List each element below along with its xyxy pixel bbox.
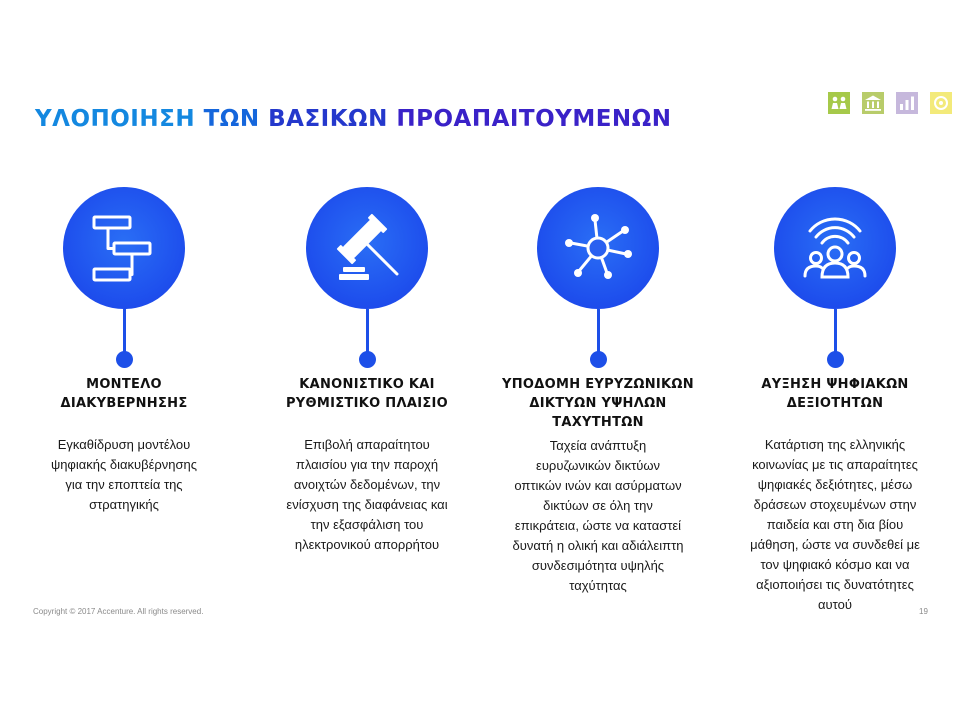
gear-icon xyxy=(930,92,952,114)
title-word: ΒΑΣΙΚΩΝ xyxy=(268,106,388,132)
pillar-description: Εγκαθίδρυση μοντέλου ψηφιακής διακυβέρνησης για την εποπτεία της στρατηγικής xyxy=(50,437,198,512)
title-word: ΤΩΝ xyxy=(203,106,260,132)
pillar-governance-model xyxy=(4,187,244,607)
pillar-heading: ΑΥΞΗΣΗ ΨΗΦΙΑΚΩΝ ΔΕΞΙΟΤΗΤΩΝ xyxy=(761,377,909,411)
pillar-description: Επιβολή απαραίτητου πλαισίου για την παροχή ανοιχτών δεδομένων, την ενίσχυση της διαφάνειας και την εξασφάλιση του ηλεκτρονικού απορρήτου xyxy=(286,437,448,552)
connector-dot xyxy=(590,351,607,368)
pillar-regulatory-framework xyxy=(247,187,487,607)
title-word: ΥΛΟΠΟΙΗΣΗ xyxy=(35,106,196,132)
page-number: 19 xyxy=(919,607,928,616)
pillar-description: Κατάρτιση της ελληνικής κοινωνίας με τις απαραίτητες ψηφιακές δεξιότητες, μέσω δράσεων στοχευμένων στην παιδεία και στη δια βίου μάθηση, ώστε να συνδεθεί με τον ψηφιακό κόσμο και να αξιοποιήσει τις δυνατότητες αυτού xyxy=(750,437,920,612)
people-icon xyxy=(828,92,850,114)
slide-title xyxy=(35,106,671,132)
pillar-heading: ΥΠΟΔΟΜΗ ΕΥΡΥΖΩΝΙΚΩΝ ΔΙΚΤΥΩΝ ΥΨΗΛΩΝ ΤΑΧΥΤΗΤΩΝ xyxy=(502,377,694,430)
copyright-notice: Copyright © 2017 Accenture. All rights reserved. xyxy=(33,607,204,616)
connector-dot xyxy=(827,351,844,368)
gavel-icon xyxy=(306,187,428,309)
connector-dot xyxy=(359,351,376,368)
pillar-heading: ΚΑΝΟΝΙΣΤΙΚΟ ΚΑΙ ΡΥΘΜΙΣΤΙΚΟ ΠΛΑΙΣΙΟ xyxy=(285,377,448,411)
bank-icon xyxy=(862,92,884,114)
pillar-broadband-infrastructure xyxy=(478,187,718,607)
category-badges xyxy=(828,92,952,114)
pillar-heading: ΜΟΝΤΕΛΟ ΔΙΑΚΥΒΕΡΝΗΣΗΣ xyxy=(60,377,188,411)
people-wifi-icon xyxy=(774,187,896,309)
bar-chart-icon xyxy=(896,92,918,114)
network-icon xyxy=(537,187,659,309)
pillar-description: Ταχεία ανάπτυξη ευρυζωνικών δικτύων οπτικών ινών και ασύρματων δικτύων σε όλη την επικράτεια, ώστε να καταστεί δυνατή η ολική και αδιάλειπτη συνδεσιμότητα υψηλής ταχύτητας xyxy=(512,438,684,593)
flowchart-icon xyxy=(63,187,185,309)
connector-dot xyxy=(116,351,133,368)
title-word: ΠΡΟΑΠΑΙΤΟΥΜΕΝΩΝ xyxy=(396,106,672,132)
